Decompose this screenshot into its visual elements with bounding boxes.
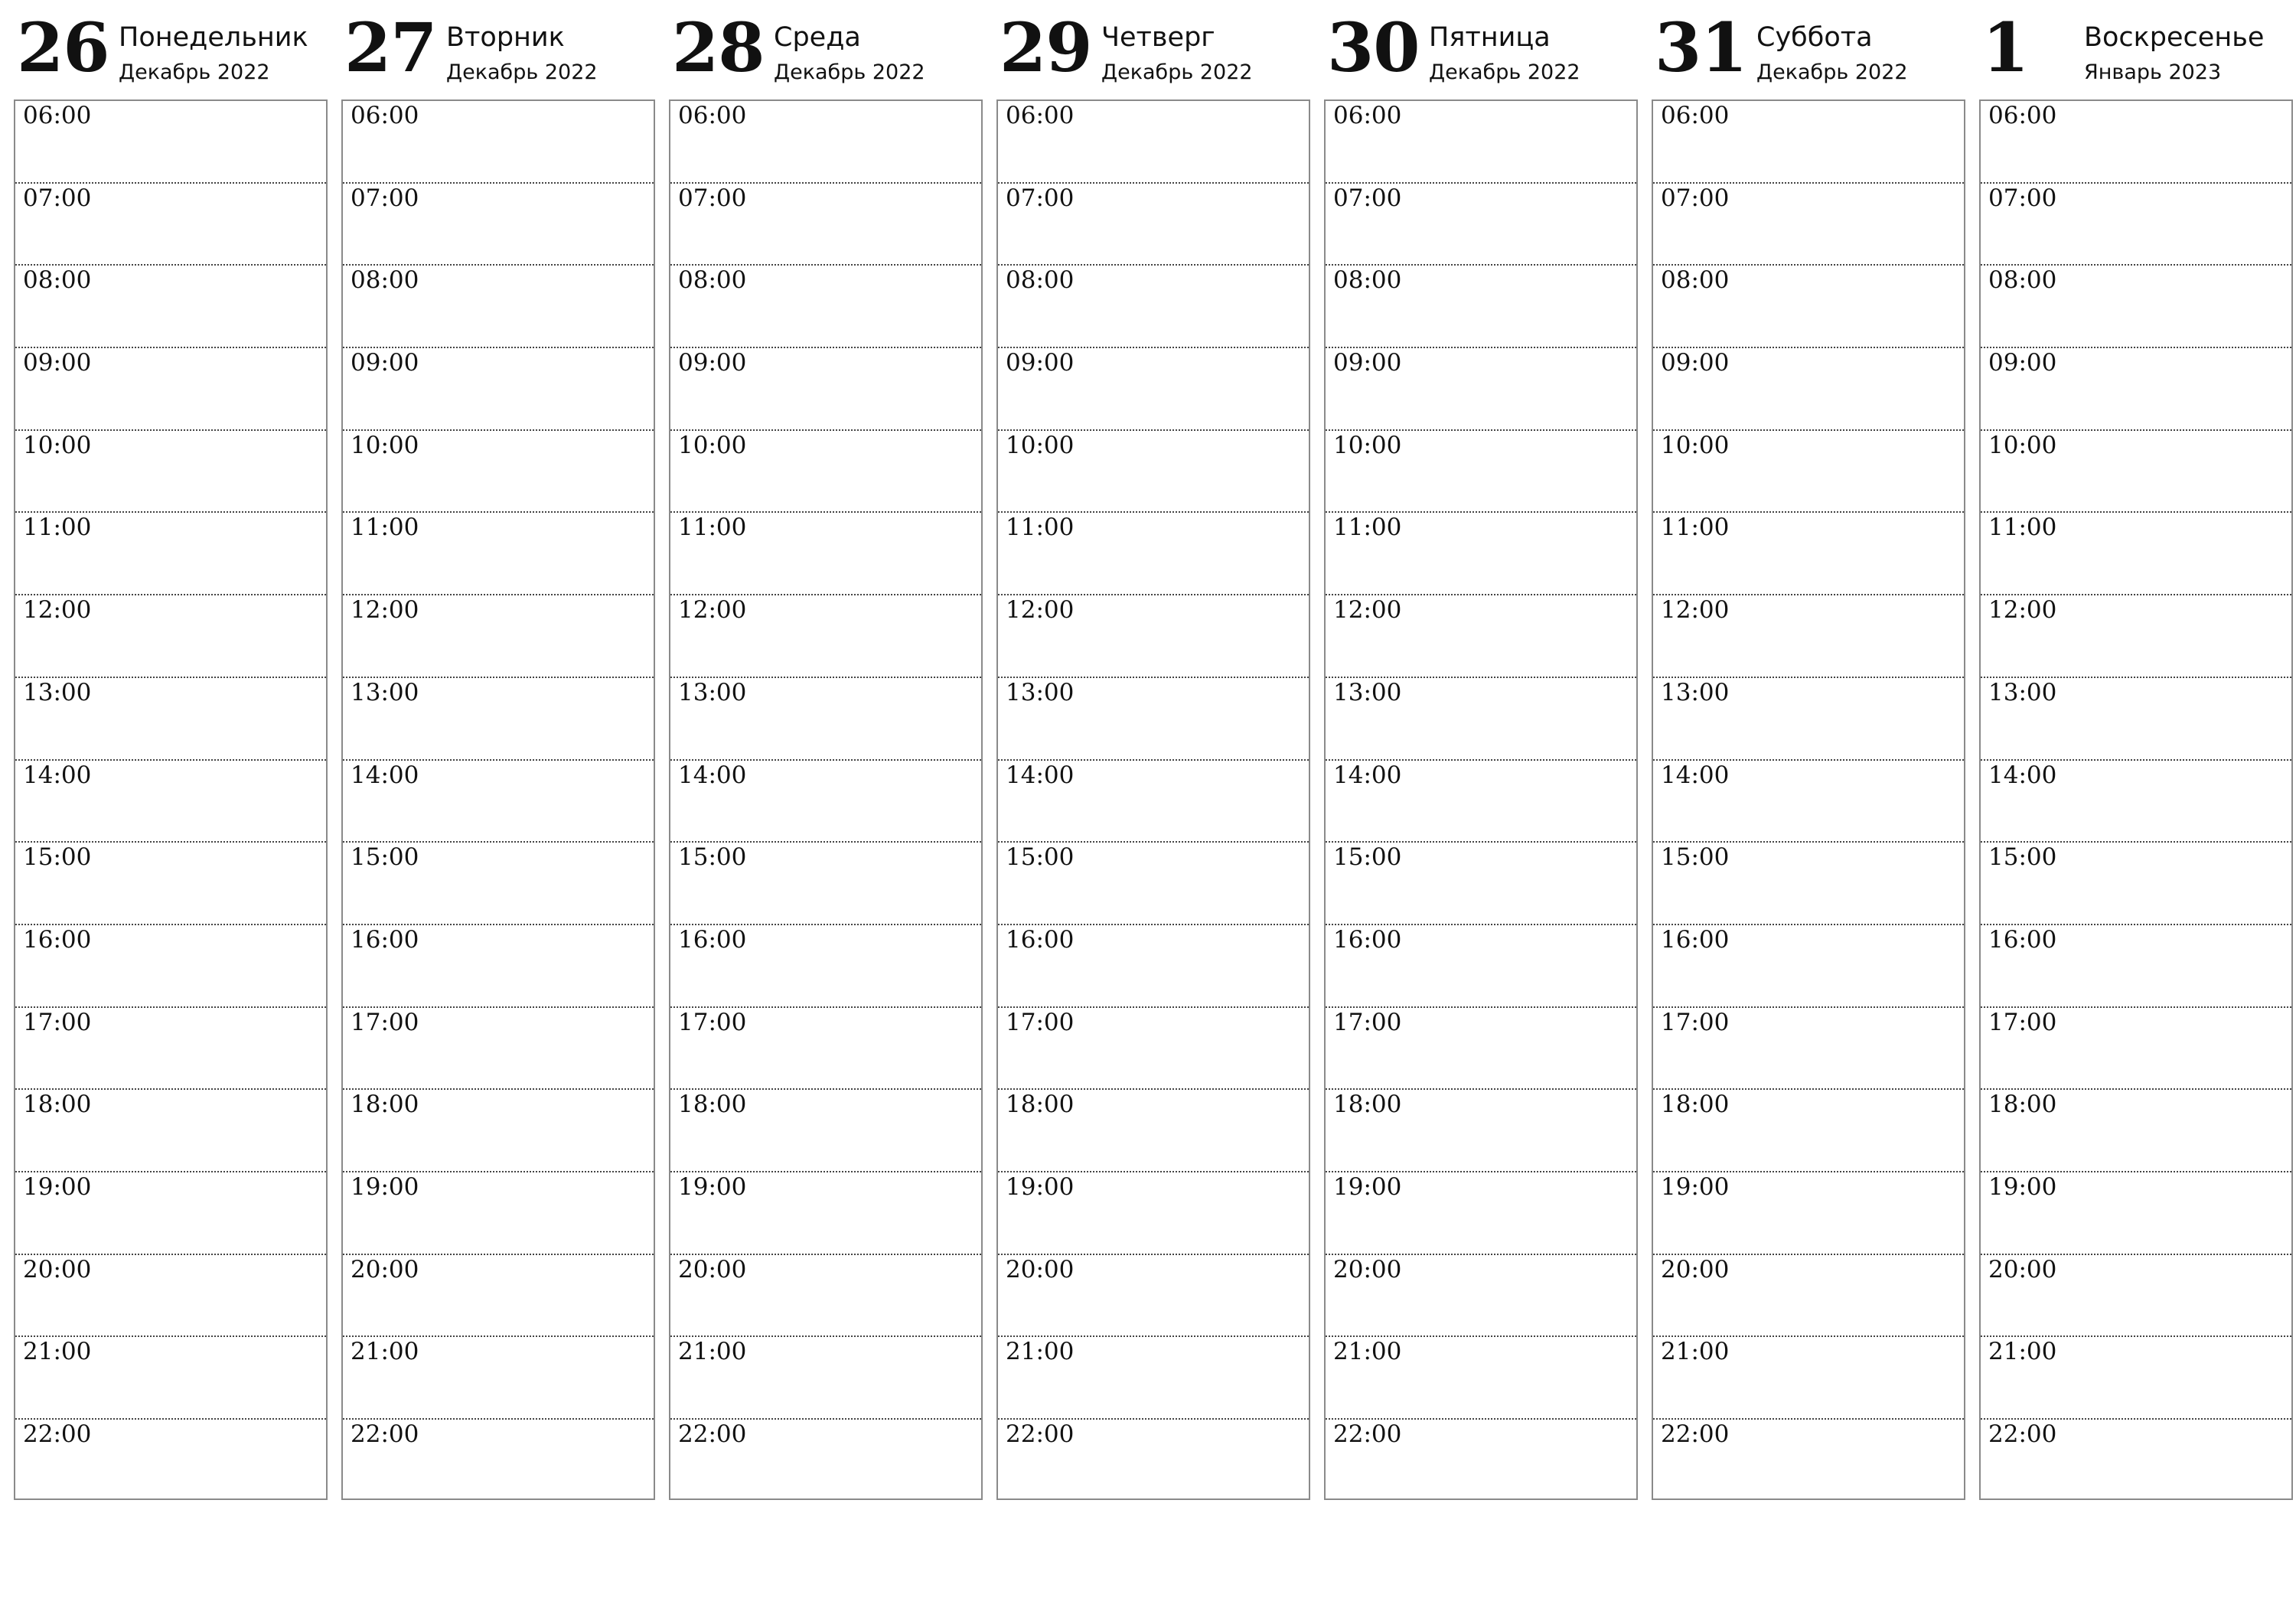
- time-slot-label: 16:00: [1006, 925, 1075, 954]
- day-column: [341, 0, 655, 1448]
- time-slot[interactable]: [1981, 1172, 2291, 1255]
- day-month: Декабрь 2022: [1429, 60, 1580, 84]
- time-slot-label: 06:00: [1988, 102, 2057, 129]
- time-slot[interactable]: [343, 101, 654, 184]
- time-slot-label: 13:00: [1006, 678, 1075, 706]
- time-slot[interactable]: [1326, 595, 1636, 678]
- time-slot[interactable]: [1653, 678, 1964, 761]
- time-slot-label: 15:00: [1006, 843, 1075, 872]
- time-slot-label: 20:00: [1988, 1255, 2057, 1283]
- time-slot[interactable]: [1653, 184, 1964, 266]
- time-slot-label: 22:00: [1661, 1420, 1730, 1448]
- time-slot[interactable]: [15, 1255, 326, 1338]
- time-slot[interactable]: [670, 761, 981, 843]
- time-slot-label: 14:00: [23, 761, 92, 789]
- time-slot-label: 12:00: [351, 596, 419, 624]
- time-slot-label: 16:00: [678, 925, 747, 954]
- time-slot[interactable]: [998, 1172, 1309, 1255]
- day-name: Пятница: [1429, 22, 1551, 53]
- time-slot-label: 13:00: [1661, 678, 1730, 706]
- time-slot[interactable]: [998, 761, 1309, 843]
- time-slot[interactable]: [670, 1420, 981, 1501]
- time-slot[interactable]: [1326, 925, 1636, 1008]
- day-number: 26: [17, 8, 109, 87]
- time-slot[interactable]: [15, 348, 326, 431]
- time-slot[interactable]: [998, 1420, 1309, 1501]
- time-slot[interactable]: [1326, 1172, 1636, 1255]
- time-slot-label: 11:00: [23, 514, 92, 542]
- time-slot-label: 22:00: [678, 1420, 747, 1448]
- time-slot-label: 20:00: [1661, 1255, 1730, 1283]
- day-number: 29: [1000, 8, 1092, 87]
- time-slot[interactable]: [670, 431, 981, 514]
- time-slot-label: 06:00: [1006, 102, 1075, 129]
- day-schedule-box: [996, 99, 1310, 1500]
- time-slot[interactable]: [1326, 101, 1636, 184]
- time-slot[interactable]: [998, 101, 1309, 184]
- time-slot[interactable]: [1981, 348, 2291, 431]
- time-slot[interactable]: [998, 184, 1309, 266]
- time-slot[interactable]: [998, 1090, 1309, 1172]
- time-slot-label: 15:00: [1333, 843, 1402, 872]
- time-slot-label: 21:00: [351, 1338, 419, 1366]
- time-slot-label: 22:00: [23, 1420, 92, 1448]
- time-slot-label: 14:00: [351, 761, 419, 789]
- day-month: Декабрь 2022: [774, 60, 925, 84]
- day-header: [14, 0, 328, 99]
- time-slot-label: 09:00: [678, 349, 747, 377]
- time-slot[interactable]: [1653, 843, 1964, 925]
- time-slot[interactable]: [15, 761, 326, 843]
- time-slot-label: 19:00: [1006, 1172, 1075, 1201]
- time-slot[interactable]: [15, 1420, 326, 1501]
- time-slot[interactable]: [1981, 184, 2291, 266]
- time-slot-label: 18:00: [1333, 1091, 1402, 1119]
- time-slot-label: 12:00: [1988, 596, 2057, 624]
- time-slot[interactable]: [1326, 513, 1636, 595]
- time-slot-label: 15:00: [1988, 843, 2057, 872]
- time-slot-label: 15:00: [1661, 843, 1730, 872]
- time-slot[interactable]: [998, 1337, 1309, 1420]
- time-slot[interactable]: [343, 266, 654, 348]
- time-slot[interactable]: [1653, 1420, 1964, 1501]
- time-slot-label: 14:00: [1333, 761, 1402, 789]
- time-slot[interactable]: [670, 925, 981, 1008]
- time-slot-label: 15:00: [678, 843, 747, 872]
- time-slot[interactable]: [1653, 1008, 1964, 1091]
- time-slot-label: 10:00: [23, 431, 92, 459]
- time-slot-label: 13:00: [23, 678, 92, 706]
- time-slot[interactable]: [670, 1090, 981, 1172]
- time-slot-label: 08:00: [1661, 266, 1730, 295]
- time-slot[interactable]: [1326, 843, 1636, 925]
- time-slot[interactable]: [670, 595, 981, 678]
- time-slot[interactable]: [15, 1172, 326, 1255]
- time-slot-label: 10:00: [1333, 431, 1402, 459]
- time-slot[interactable]: [343, 348, 654, 431]
- day-schedule-box: [669, 99, 983, 1500]
- time-slot[interactable]: [1326, 1255, 1636, 1338]
- time-slot[interactable]: [1653, 595, 1964, 678]
- time-slot[interactable]: [343, 431, 654, 514]
- day-number: 30: [1327, 8, 1420, 87]
- time-slot-label: 09:00: [351, 349, 419, 377]
- day-month: Декабрь 2022: [1101, 60, 1253, 84]
- time-slot[interactable]: [670, 1337, 981, 1420]
- time-slot-label: 14:00: [678, 761, 747, 789]
- time-slot[interactable]: [1981, 925, 2291, 1008]
- time-slot-label: 13:00: [1333, 678, 1402, 706]
- time-slot[interactable]: [998, 513, 1309, 595]
- time-slot[interactable]: [343, 1255, 654, 1338]
- time-slot[interactable]: [1326, 184, 1636, 266]
- time-slot[interactable]: [1981, 266, 2291, 348]
- time-slot-label: 08:00: [23, 266, 92, 295]
- time-slot-label: 09:00: [23, 349, 92, 377]
- time-slot-label: 16:00: [23, 925, 92, 954]
- time-slot-label: 16:00: [351, 925, 419, 954]
- time-slot[interactable]: [670, 1008, 981, 1091]
- time-slot[interactable]: [998, 431, 1309, 514]
- time-slot-label: 12:00: [1333, 596, 1402, 624]
- time-slot[interactable]: [1653, 1172, 1964, 1255]
- time-slot[interactable]: [15, 184, 326, 266]
- day-schedule-box: [341, 99, 655, 1500]
- time-slot[interactable]: [670, 184, 981, 266]
- time-slot[interactable]: [343, 925, 654, 1008]
- time-slot-label: 06:00: [23, 102, 92, 129]
- day-header: [1652, 0, 1965, 99]
- time-slot-label: 07:00: [1333, 184, 1402, 212]
- time-slot-label: 18:00: [1006, 1091, 1075, 1119]
- time-slot-label: 15:00: [351, 843, 419, 872]
- time-slot-label: 21:00: [1988, 1338, 2057, 1366]
- time-slot[interactable]: [15, 101, 326, 184]
- weekly-planner: [14, 0, 2296, 1624]
- time-slot-label: 07:00: [1006, 184, 1075, 212]
- time-slot-label: 17:00: [1988, 1008, 2057, 1036]
- time-slot[interactable]: [1981, 678, 2291, 761]
- time-slot[interactable]: [1653, 1090, 1964, 1172]
- time-slot[interactable]: [15, 678, 326, 761]
- time-slot-label: 08:00: [1333, 266, 1402, 295]
- time-slot-label: 21:00: [1333, 1338, 1402, 1366]
- time-slot[interactable]: [343, 513, 654, 595]
- time-slot[interactable]: [998, 678, 1309, 761]
- time-slot[interactable]: [1326, 1420, 1636, 1501]
- time-slot-label: 17:00: [678, 1008, 747, 1036]
- time-slot-label: 21:00: [678, 1338, 747, 1366]
- time-slot-label: 19:00: [1333, 1172, 1402, 1201]
- day-column: [669, 0, 983, 1448]
- time-slot-label: 19:00: [1988, 1172, 2057, 1201]
- time-slot-label: 17:00: [1661, 1008, 1730, 1036]
- time-slot-label: 20:00: [351, 1255, 419, 1283]
- time-slot[interactable]: [998, 1255, 1309, 1338]
- time-slot-label: 11:00: [1661, 514, 1730, 542]
- time-slot[interactable]: [1653, 348, 1964, 431]
- time-slot[interactable]: [1981, 843, 2291, 925]
- time-slot-label: 10:00: [351, 431, 419, 459]
- day-column: [14, 0, 328, 1448]
- day-header: [1979, 0, 2293, 99]
- time-slot-label: 22:00: [1006, 1420, 1075, 1448]
- time-slot-label: 14:00: [1006, 761, 1075, 789]
- time-slot[interactable]: [343, 761, 654, 843]
- time-slot[interactable]: [1326, 348, 1636, 431]
- time-slot-label: 15:00: [23, 843, 92, 872]
- time-slot-label: 09:00: [1006, 349, 1075, 377]
- time-slot[interactable]: [670, 843, 981, 925]
- time-slot[interactable]: [670, 513, 981, 595]
- time-slot-label: 17:00: [1006, 1008, 1075, 1036]
- day-name: Воскресенье: [2084, 22, 2265, 53]
- time-slot[interactable]: [343, 595, 654, 678]
- day-month: Декабрь 2022: [119, 60, 270, 84]
- time-slot-label: 14:00: [1661, 761, 1730, 789]
- day-column: [1652, 0, 1965, 1448]
- time-slot-label: 09:00: [1988, 349, 2057, 377]
- time-slot[interactable]: [1653, 101, 1964, 184]
- time-slot-label: 16:00: [1661, 925, 1730, 954]
- time-slot[interactable]: [1653, 1255, 1964, 1338]
- time-slot[interactable]: [1981, 595, 2291, 678]
- time-slot[interactable]: [343, 1337, 654, 1420]
- day-month: Декабрь 2022: [1756, 60, 1908, 84]
- time-slot[interactable]: [670, 1172, 981, 1255]
- time-slot[interactable]: [1981, 101, 2291, 184]
- time-slot-label: 12:00: [1006, 596, 1075, 624]
- time-slot-label: 18:00: [1661, 1091, 1730, 1119]
- day-schedule-box: [1979, 99, 2293, 1500]
- time-slot-label: 09:00: [1333, 349, 1402, 377]
- day-header: [669, 0, 983, 99]
- time-slot[interactable]: [1326, 1337, 1636, 1420]
- time-slot[interactable]: [1326, 678, 1636, 761]
- time-slot-label: 20:00: [678, 1255, 747, 1283]
- time-slot[interactable]: [343, 843, 654, 925]
- time-slot-label: 17:00: [23, 1008, 92, 1036]
- time-slot-label: 22:00: [1333, 1420, 1402, 1448]
- time-slot[interactable]: [1326, 431, 1636, 514]
- time-slot-label: 12:00: [678, 596, 747, 624]
- time-slot[interactable]: [343, 184, 654, 266]
- time-slot-label: 18:00: [1988, 1091, 2057, 1119]
- time-slot[interactable]: [15, 431, 326, 514]
- day-column: [1979, 0, 2293, 1448]
- day-name: Четверг: [1101, 22, 1215, 53]
- time-slot[interactable]: [15, 595, 326, 678]
- time-slot[interactable]: [670, 266, 981, 348]
- time-slot[interactable]: [998, 348, 1309, 431]
- time-slot-label: 11:00: [1333, 514, 1402, 542]
- time-slot-label: 21:00: [1661, 1338, 1730, 1366]
- time-slot-label: 17:00: [351, 1008, 419, 1036]
- time-slot-label: 11:00: [678, 514, 747, 542]
- time-slot[interactable]: [1653, 513, 1964, 595]
- time-slot-label: 12:00: [23, 596, 92, 624]
- day-number: 28: [672, 8, 765, 87]
- time-slot-label: 07:00: [678, 184, 747, 212]
- day-month: Декабрь 2022: [446, 60, 598, 84]
- time-slot-label: 19:00: [678, 1172, 747, 1201]
- time-slot[interactable]: [1981, 431, 2291, 514]
- time-slot[interactable]: [998, 595, 1309, 678]
- time-slot[interactable]: [998, 1008, 1309, 1091]
- time-slot-label: 20:00: [1333, 1255, 1402, 1283]
- time-slot[interactable]: [343, 1172, 654, 1255]
- time-slot[interactable]: [1981, 513, 2291, 595]
- time-slot[interactable]: [343, 678, 654, 761]
- day-schedule-box: [1324, 99, 1638, 1500]
- time-slot-label: 16:00: [1333, 925, 1402, 954]
- day-schedule-box: [1652, 99, 1965, 1500]
- time-slot-label: 10:00: [1006, 431, 1075, 459]
- day-schedule-box: [14, 99, 328, 1500]
- time-slot-label: 06:00: [1661, 102, 1730, 129]
- time-slot-label: 13:00: [1988, 678, 2057, 706]
- day-number: 1: [1982, 8, 2029, 87]
- time-slot-label: 13:00: [351, 678, 419, 706]
- time-slot[interactable]: [670, 1255, 981, 1338]
- time-slot-label: 12:00: [1661, 596, 1730, 624]
- time-slot[interactable]: [343, 1420, 654, 1501]
- day-month: Январь 2023: [2084, 60, 2222, 84]
- time-slot[interactable]: [1653, 266, 1964, 348]
- day-name: Понедельник: [119, 22, 308, 53]
- time-slot[interactable]: [1981, 1337, 2291, 1420]
- time-slot[interactable]: [1981, 1008, 2291, 1091]
- time-slot-label: 06:00: [351, 102, 419, 129]
- time-slot-label: 07:00: [23, 184, 92, 212]
- time-slot[interactable]: [1981, 1420, 2291, 1501]
- day-header: [341, 0, 655, 99]
- time-slot-label: 14:00: [1988, 761, 2057, 789]
- day-name: Среда: [774, 22, 861, 53]
- day-number: 27: [344, 8, 437, 87]
- time-slot-label: 13:00: [678, 678, 747, 706]
- time-slot-label: 18:00: [23, 1091, 92, 1119]
- time-slot[interactable]: [670, 348, 981, 431]
- time-slot-label: 19:00: [23, 1172, 92, 1201]
- time-slot[interactable]: [1981, 761, 2291, 843]
- time-slot-label: 07:00: [1661, 184, 1730, 212]
- time-slot-label: 17:00: [1333, 1008, 1402, 1036]
- day-column: [996, 0, 1310, 1448]
- time-slot[interactable]: [1326, 761, 1636, 843]
- time-slot-label: 21:00: [1006, 1338, 1075, 1366]
- time-slot-label: 11:00: [1988, 514, 2057, 542]
- time-slot[interactable]: [343, 1008, 654, 1091]
- time-slot-label: 20:00: [1006, 1255, 1075, 1283]
- day-name: Вторник: [446, 22, 565, 53]
- day-header: [996, 0, 1310, 99]
- time-slot-label: 19:00: [1661, 1172, 1730, 1201]
- time-slot[interactable]: [1981, 1090, 2291, 1172]
- time-slot-label: 11:00: [351, 514, 419, 542]
- time-slot-label: 18:00: [678, 1091, 747, 1119]
- time-slot-label: 10:00: [678, 431, 747, 459]
- time-slot-label: 22:00: [1988, 1420, 2057, 1448]
- time-slot[interactable]: [1653, 1337, 1964, 1420]
- time-slot[interactable]: [1653, 431, 1964, 514]
- day-header: [1324, 0, 1638, 99]
- time-slot-label: 19:00: [351, 1172, 419, 1201]
- time-slot-label: 08:00: [678, 266, 747, 295]
- day-number: 31: [1655, 8, 1747, 87]
- time-slot-label: 08:00: [1988, 266, 2057, 295]
- day-column: [1324, 0, 1638, 1448]
- time-slot-label: 06:00: [1333, 102, 1402, 129]
- time-slot[interactable]: [15, 925, 326, 1008]
- time-slot[interactable]: [1653, 925, 1964, 1008]
- day-name: Суббота: [1756, 22, 1873, 53]
- time-slot[interactable]: [1981, 1255, 2291, 1338]
- time-slot[interactable]: [998, 925, 1309, 1008]
- time-slot-label: 10:00: [1661, 431, 1730, 459]
- time-slot-label: 06:00: [678, 102, 747, 129]
- time-slot[interactable]: [15, 1337, 326, 1420]
- time-slot[interactable]: [1326, 1090, 1636, 1172]
- time-slot[interactable]: [1653, 761, 1964, 843]
- time-slot-label: 07:00: [1988, 184, 2057, 212]
- time-slot-label: 11:00: [1006, 514, 1075, 542]
- time-slot[interactable]: [15, 513, 326, 595]
- time-slot-label: 08:00: [1006, 266, 1075, 295]
- time-slot[interactable]: [1326, 266, 1636, 348]
- time-slot[interactable]: [1326, 1008, 1636, 1091]
- time-slot-label: 07:00: [351, 184, 419, 212]
- time-slot-label: 20:00: [23, 1255, 92, 1283]
- time-slot[interactable]: [998, 843, 1309, 925]
- time-slot-label: 08:00: [351, 266, 419, 295]
- time-slot[interactable]: [15, 1090, 326, 1172]
- time-slot[interactable]: [670, 678, 981, 761]
- time-slot-label: 18:00: [351, 1091, 419, 1119]
- time-slot-label: 22:00: [351, 1420, 419, 1448]
- time-slot[interactable]: [998, 266, 1309, 348]
- time-slot[interactable]: [670, 101, 981, 184]
- time-slot[interactable]: [343, 1090, 654, 1172]
- time-slot[interactable]: [15, 1008, 326, 1091]
- time-slot[interactable]: [15, 843, 326, 925]
- time-slot-label: 21:00: [23, 1338, 92, 1366]
- time-slot-label: 10:00: [1988, 431, 2057, 459]
- time-slot[interactable]: [15, 266, 326, 348]
- time-slot-label: 16:00: [1988, 925, 2057, 954]
- time-slot-label: 09:00: [1661, 349, 1730, 377]
